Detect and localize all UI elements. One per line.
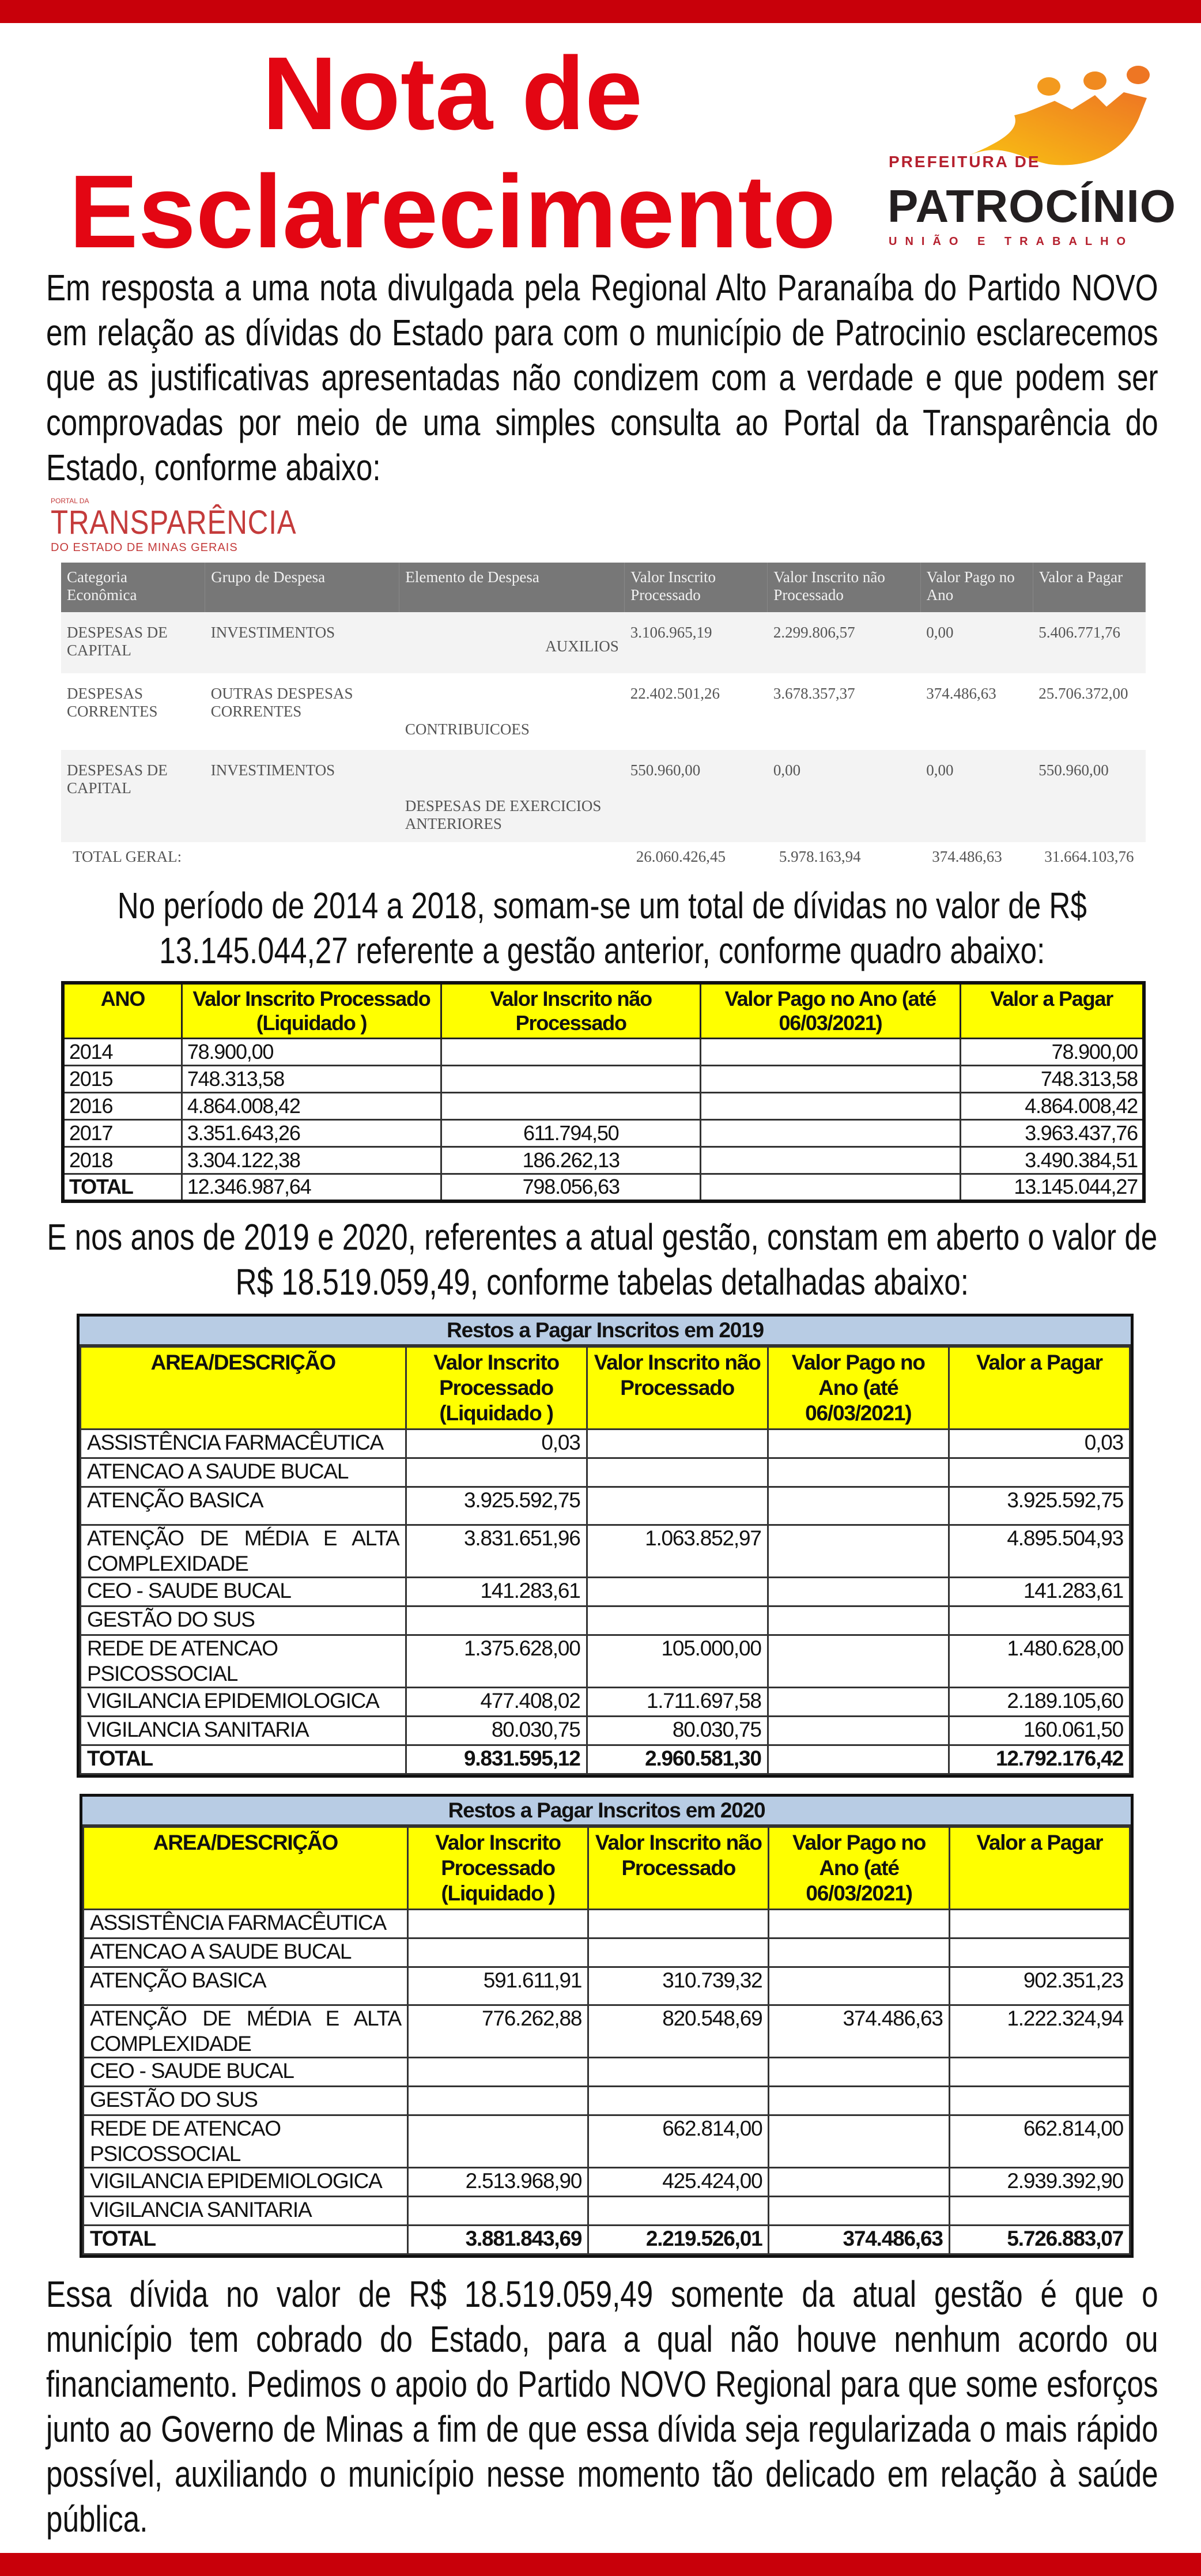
table-cell: 0,03 — [406, 1429, 587, 1458]
table-cell: 374.486,63 — [769, 2225, 949, 2254]
top-red-bar — [0, 0, 1201, 23]
table-cell: VIGILANCIA SANITARIA — [81, 1716, 406, 1745]
table-cell: 2.189.105,60 — [949, 1687, 1130, 1716]
table-row — [84, 1938, 1130, 1967]
table-cell: 13.145.044,27 — [960, 1174, 1144, 1201]
table-cell: CEO - SAUDE BUCAL — [81, 1577, 406, 1606]
current-administration-paragraph: E nos anos de 2019 e 2020, referentes a atual gestão, constam em aberto o valor de R$ 18.519.059,49, conforme tabelas detalhadas abaixo: — [47, 1216, 1158, 1303]
table-row — [84, 2005, 1130, 2057]
page-title — [35, 35, 870, 271]
table-cell: 160.061,50 — [949, 1716, 1130, 1745]
column-header: Valor a Pagar — [1033, 563, 1145, 612]
portal-transparencia-logo: PORTAL DA TRANSPARÊNCIA DO ESTADO DE MINAS GERAIS — [51, 497, 297, 554]
table-cell: 662.814,00 — [949, 2115, 1130, 2167]
column-header: Valor Inscrito Processado (Liquidado ) — [182, 983, 441, 1039]
column-header: Valor Pago no Ano (até 06/03/2021) — [769, 1827, 949, 1909]
svg-text:UNIÃO E TRABALHO: UNIÃO E TRABALHO — [889, 235, 1134, 248]
table-cell: ASSISTÊNCIA FARMACÊUTICA — [81, 1429, 406, 1458]
table-cell: 2018 — [63, 1147, 182, 1174]
table-caption: Restos a Pagar Inscritos em 2020 — [82, 1797, 1131, 1826]
table-row — [81, 1716, 1130, 1745]
table-cell — [768, 1429, 949, 1458]
table-cell: 2.219.526,01 — [588, 2225, 769, 2254]
table-row — [63, 1120, 1144, 1147]
table-cell — [701, 1174, 960, 1201]
table-cell: ATENÇÃO DE MÉDIA E ALTA COMPLEXIDADE — [84, 2005, 408, 2057]
table-row — [81, 1458, 1130, 1487]
table-cell: 3.351.643,26 — [182, 1120, 441, 1147]
table-cell: OUTRAS DESPESAS CORRENTES — [210, 685, 353, 720]
table-cell: 2.299.806,57 — [768, 612, 920, 673]
table-cell: 186.262,13 — [441, 1147, 701, 1174]
table-row — [84, 1967, 1130, 2005]
table-cell — [588, 1909, 769, 1938]
table-cell: DESPESAS DE CAPITAL — [61, 612, 205, 673]
table-cell: 2016 — [63, 1093, 182, 1120]
table-cell — [407, 2086, 588, 2115]
table-cell: CEO - SAUDE BUCAL — [84, 2057, 408, 2086]
table-cell: 776.262,88 — [407, 2005, 588, 2057]
table-row — [84, 2167, 1130, 2196]
table-row — [84, 2057, 1130, 2086]
bottom-red-bar — [0, 2553, 1201, 2576]
table-cell — [768, 1606, 949, 1635]
table-cell: 3.925.592,75 — [406, 1487, 587, 1525]
table-cell: 1.711.697,58 — [587, 1687, 768, 1716]
table-cell: 2017 — [63, 1120, 182, 1147]
table-cell — [407, 2115, 588, 2167]
table-cell: CONTRIBUICOES — [405, 721, 530, 738]
table-cell: 3.490.384,51 — [960, 1147, 1144, 1174]
table-cell: ATENCAO A SAUDE BUCAL — [81, 1458, 406, 1487]
table-cell — [701, 1039, 960, 1066]
table-cell: 3.678.357,37 — [773, 685, 855, 702]
table-cell — [588, 1938, 769, 1967]
table-cell: 5.978.163,94 — [779, 848, 861, 865]
column-header: Valor Inscrito Processado (Liquidado ) — [407, 1827, 588, 1909]
table-cell — [701, 1066, 960, 1093]
table-cell: 748.313,58 — [182, 1066, 441, 1093]
table-row — [63, 1039, 1144, 1066]
table-cell: 425.424,00 — [588, 2167, 769, 2196]
table-cell: 105.000,00 — [587, 1635, 768, 1687]
table-cell: INVESTIMENTOS — [205, 750, 399, 842]
table-cell — [768, 1687, 949, 1716]
table-cell: 78.900,00 — [960, 1039, 1144, 1066]
table-cell: AUXILIOS — [399, 612, 625, 673]
table-cell: 2015 — [63, 1066, 182, 1093]
table-cell — [407, 1909, 588, 1938]
table-cell — [949, 2057, 1130, 2086]
table-cell — [769, 2057, 949, 2086]
table-row — [63, 1093, 1144, 1120]
table-cell: VIGILANCIA SANITARIA — [84, 2196, 408, 2225]
table-cell: ATENCAO A SAUDE BUCAL — [84, 1938, 408, 1967]
table-cell: 4.864.008,42 — [960, 1093, 1144, 1120]
table-cell — [701, 1093, 960, 1120]
table-cell: 0,00 — [920, 612, 1033, 673]
table-cell: TOTAL GERAL: — [73, 848, 182, 865]
table-cell: 31.664.103,76 — [1044, 848, 1134, 865]
table-cell: 3.304.122,38 — [182, 1147, 441, 1174]
table-cell: 3.925.592,75 — [949, 1487, 1130, 1525]
table-row — [84, 2196, 1130, 2225]
table-cell — [441, 1066, 701, 1093]
table-cell: 25.706.372,00 — [1038, 685, 1128, 702]
table-cell: REDE DE ATENCAO PSICOSSOCIAL — [84, 2115, 408, 2167]
table-cell: VIGILANCIA EPIDEMIOLOGICA — [84, 2167, 408, 2196]
table-cell: TOTAL — [84, 2225, 408, 2254]
column-header: Valor Inscrito Processado — [625, 563, 768, 612]
table-cell — [768, 1525, 949, 1577]
table-cell: 2.513.968,90 — [407, 2167, 588, 2196]
column-header: Grupo de Despesa — [205, 563, 399, 612]
table-cell — [769, 2167, 949, 2196]
table-cell: 662.814,00 — [588, 2115, 769, 2167]
column-header: Valor Inscrito não Processado — [441, 983, 701, 1039]
table-cell — [441, 1093, 701, 1120]
table-cell: DESPESAS DE EXERCICIOS ANTERIORES — [399, 750, 625, 842]
debts-2019-table — [77, 1314, 1134, 1778]
svg-text:PREFEITURA DE: PREFEITURA DE — [889, 153, 1041, 171]
table-cell — [769, 2086, 949, 2115]
table-row — [81, 1487, 1130, 1525]
table-cell — [769, 1909, 949, 1938]
table-cell — [701, 1147, 960, 1174]
column-header: Valor Inscrito não Processado — [587, 1347, 768, 1429]
header-row — [61, 563, 1146, 612]
table-cell: 374.486,63 — [932, 848, 1002, 865]
table-cell: 2.939.392,90 — [949, 2167, 1130, 2196]
table-row — [81, 1525, 1130, 1577]
table-cell: 22.402.501,26 — [630, 685, 720, 702]
table-cell: 141.283,61 — [949, 1577, 1130, 1606]
table-cell: ATENÇÃO BASICA — [81, 1487, 406, 1525]
table-cell: ATENÇÃO BASICA — [84, 1967, 408, 2005]
table-cell — [588, 2057, 769, 2086]
table-cell: ASSISTÊNCIA FARMACÊUTICA — [84, 1909, 408, 1938]
prefeitura-patrocinio-logo — [876, 58, 1187, 248]
table-cell — [768, 1458, 949, 1487]
table-cell — [768, 1716, 949, 1745]
table-cell — [407, 2196, 588, 2225]
table-cell: DESPESAS DE CAPITAL — [61, 750, 205, 842]
table-cell: 820.548,69 — [588, 2005, 769, 2057]
table-cell: 5.726.883,07 — [949, 2225, 1130, 2254]
table-row — [81, 1606, 1130, 1635]
column-header: Categoria Econômica — [61, 563, 205, 612]
column-header: Valor a Pagar — [960, 983, 1144, 1039]
table-cell: 1.063.852,97 — [587, 1525, 768, 1577]
table-cell — [769, 2196, 949, 2225]
table-cell — [768, 1745, 949, 1774]
table-cell — [769, 1967, 949, 2005]
total-row — [61, 842, 1146, 872]
table-cell: DESPESAS CORRENTES — [67, 685, 158, 720]
table-cell — [407, 2057, 588, 2086]
table-row — [81, 1429, 1130, 1458]
total-row — [81, 1745, 1130, 1774]
table-cell — [769, 1938, 949, 1967]
total-row — [63, 1174, 1144, 1201]
table-cell: 550.960,00 — [1033, 750, 1145, 842]
column-header: Elemento de Despesa — [399, 563, 625, 612]
table-cell: TOTAL — [81, 1745, 406, 1774]
table-cell: 80.030,75 — [587, 1716, 768, 1745]
table-cell: 374.486,63 — [769, 2005, 949, 2057]
table-cell: 4.895.504,93 — [949, 1525, 1130, 1577]
table-cell — [588, 2196, 769, 2225]
column-header: AREA/DESCRIÇÃO — [84, 1827, 408, 1909]
header — [0, 23, 1201, 270]
table-cell — [399, 842, 625, 872]
table-cell: 3.831.651,96 — [406, 1525, 587, 1577]
table-cell — [407, 1938, 588, 1967]
table-cell: 310.739,32 — [588, 1967, 769, 2005]
table-cell: INVESTIMENTOS — [205, 612, 399, 673]
table-cell: 141.283,61 — [406, 1577, 587, 1606]
table-row — [84, 1909, 1130, 1938]
table-cell: 5.406.771,76 — [1033, 612, 1145, 673]
table-cell — [587, 1429, 768, 1458]
table-cell — [949, 1909, 1130, 1938]
title-line-2: Esclarecimento — [69, 154, 836, 270]
header-row — [81, 1347, 1130, 1429]
column-header: Valor Inscrito não Processado — [588, 1827, 769, 1909]
column-header: Valor Pago no Ano — [920, 563, 1033, 612]
table-row — [84, 2115, 1130, 2167]
table-cell: 4.864.008,42 — [182, 1093, 441, 1120]
table-cell: 9.831.595,12 — [406, 1745, 587, 1774]
column-header: Valor Pago no Ano (até 06/03/2021) — [768, 1347, 949, 1429]
table-cell — [768, 1635, 949, 1687]
table-cell: 477.408,02 — [406, 1687, 587, 1716]
table-cell: 748.313,58 — [960, 1066, 1144, 1093]
table-cell — [441, 1039, 701, 1066]
table-cell: 550.960,00 — [625, 750, 768, 842]
table-cell: GESTÃO DO SUS — [81, 1606, 406, 1635]
table-row — [61, 612, 1146, 673]
table-cell: 2.960.581,30 — [587, 1745, 768, 1774]
table-cell: ATENÇÃO DE MÉDIA E ALTA COMPLEXIDADE — [81, 1525, 406, 1577]
table-cell — [587, 1458, 768, 1487]
table-cell: 1.375.628,00 — [406, 1635, 587, 1687]
table-row — [84, 2086, 1130, 2115]
table-cell — [406, 1458, 587, 1487]
table-cell — [587, 1487, 768, 1525]
table-row — [81, 1577, 1130, 1606]
table-cell: 2014 — [63, 1039, 182, 1066]
table-cell: GESTÃO DO SUS — [84, 2086, 408, 2115]
table-cell: 1.480.628,00 — [949, 1635, 1130, 1687]
table-row — [61, 750, 1146, 842]
column-header: ANO — [63, 983, 182, 1039]
column-header: AREA/DESCRIÇÃO — [81, 1347, 406, 1429]
table-cell: 0,00 — [920, 750, 1033, 842]
table-cell — [768, 1577, 949, 1606]
intro-paragraph: Em resposta a uma nota divulgada pela Regional Alto Paranaíba do Partido NOVO em relação as dívidas do Estado para com o município de Patrocinio esclarecemos que as justificativas apresentadas não condizem com a verdade e que podem ser comprovadas por meio de uma simples consulta ao Portal da Transparência do Estado, conforme abaixo: — [46, 267, 1158, 488]
table-cell — [949, 1606, 1130, 1635]
table-cell — [406, 1606, 587, 1635]
table-cell: REDE DE ATENCAO PSICOSSOCIAL — [81, 1635, 406, 1687]
column-header: Valor Inscrito Processado (Liquidado ) — [406, 1347, 587, 1429]
table-cell: 12.792.176,42 — [949, 1745, 1130, 1774]
table-cell: 26.060.426,45 — [636, 848, 726, 865]
table-cell — [587, 1606, 768, 1635]
closing-paragraph: Essa dívida no valor de R$ 18.519.059,49 somente da atual gestão é que o município tem cobrado do Estado, para a qual não houve nenhum acordo ou financiamento. Pedimos o apoio do Partido NOVO Regional para que some esforços junto ao Governo de Minas a fim de que essa dívida seja regularizada o mais rápido possível, auxiliando o município nesse momento tão delicado em relação à saúde pública. — [46, 2273, 1158, 2540]
table-cell: 1.222.324,94 — [949, 2005, 1130, 2057]
table-row — [63, 1066, 1144, 1093]
title-line-1: Nota de — [262, 36, 643, 152]
table-caption: Restos a Pagar Inscritos em 2019 — [80, 1317, 1131, 1346]
header-row — [63, 983, 1144, 1039]
table-cell: 80.030,75 — [406, 1716, 587, 1745]
portal-transparencia-table — [61, 563, 1146, 872]
table-cell: 3.881.843,69 — [407, 2225, 588, 2254]
table-cell — [949, 1938, 1130, 1967]
table-cell — [949, 1458, 1130, 1487]
table-cell — [205, 842, 399, 872]
table-cell — [768, 1487, 949, 1525]
header-row — [84, 1827, 1130, 1909]
table-row — [61, 673, 1146, 750]
table-cell: 374.486,63 — [926, 685, 996, 702]
column-header: Valor a Pagar — [949, 1827, 1130, 1909]
table-cell — [588, 2086, 769, 2115]
svg-text:PATROCÍNIO: PATROCÍNIO — [887, 180, 1176, 232]
table-cell: 0,03 — [949, 1429, 1130, 1458]
table-cell — [949, 2196, 1130, 2225]
table-cell: 902.351,23 — [949, 1967, 1130, 2005]
total-row — [84, 2225, 1130, 2254]
table-cell: 0,00 — [768, 750, 920, 842]
table-cell: 3.963.437,76 — [960, 1120, 1144, 1147]
column-header: Valor Pago no Ano (até 06/03/2021) — [701, 983, 960, 1039]
table-cell: 78.900,00 — [182, 1039, 441, 1066]
table-cell: 611.794,50 — [441, 1120, 701, 1147]
table-cell: VIGILANCIA EPIDEMIOLOGICA — [81, 1687, 406, 1716]
debts-2020-table — [80, 1794, 1134, 2258]
table-cell: TOTAL — [63, 1174, 182, 1201]
table-cell: 3.106.965,19 — [625, 612, 768, 673]
column-header: Valor a Pagar — [949, 1347, 1130, 1429]
table-row — [81, 1635, 1130, 1687]
table-cell — [769, 2115, 949, 2167]
table-cell: 591.611,91 — [407, 1967, 588, 2005]
debts-2014-2018-table — [61, 981, 1146, 1203]
table-cell — [701, 1120, 960, 1147]
column-header: Valor Inscrito não Processado — [768, 563, 920, 612]
table-row — [63, 1147, 1144, 1174]
table-cell — [949, 2086, 1130, 2115]
table-cell: 12.346.987,64 — [182, 1174, 441, 1201]
table-row — [81, 1687, 1130, 1716]
table-cell — [587, 1577, 768, 1606]
table-cell: 798.056,63 — [441, 1174, 701, 1201]
previous-administration-paragraph: No período de 2014 a 2018, somam-se um total de dívidas no valor de R$ 13.145.044,27 referente a gestão anterior, conforme quadro abaixo: — [117, 885, 1087, 971]
